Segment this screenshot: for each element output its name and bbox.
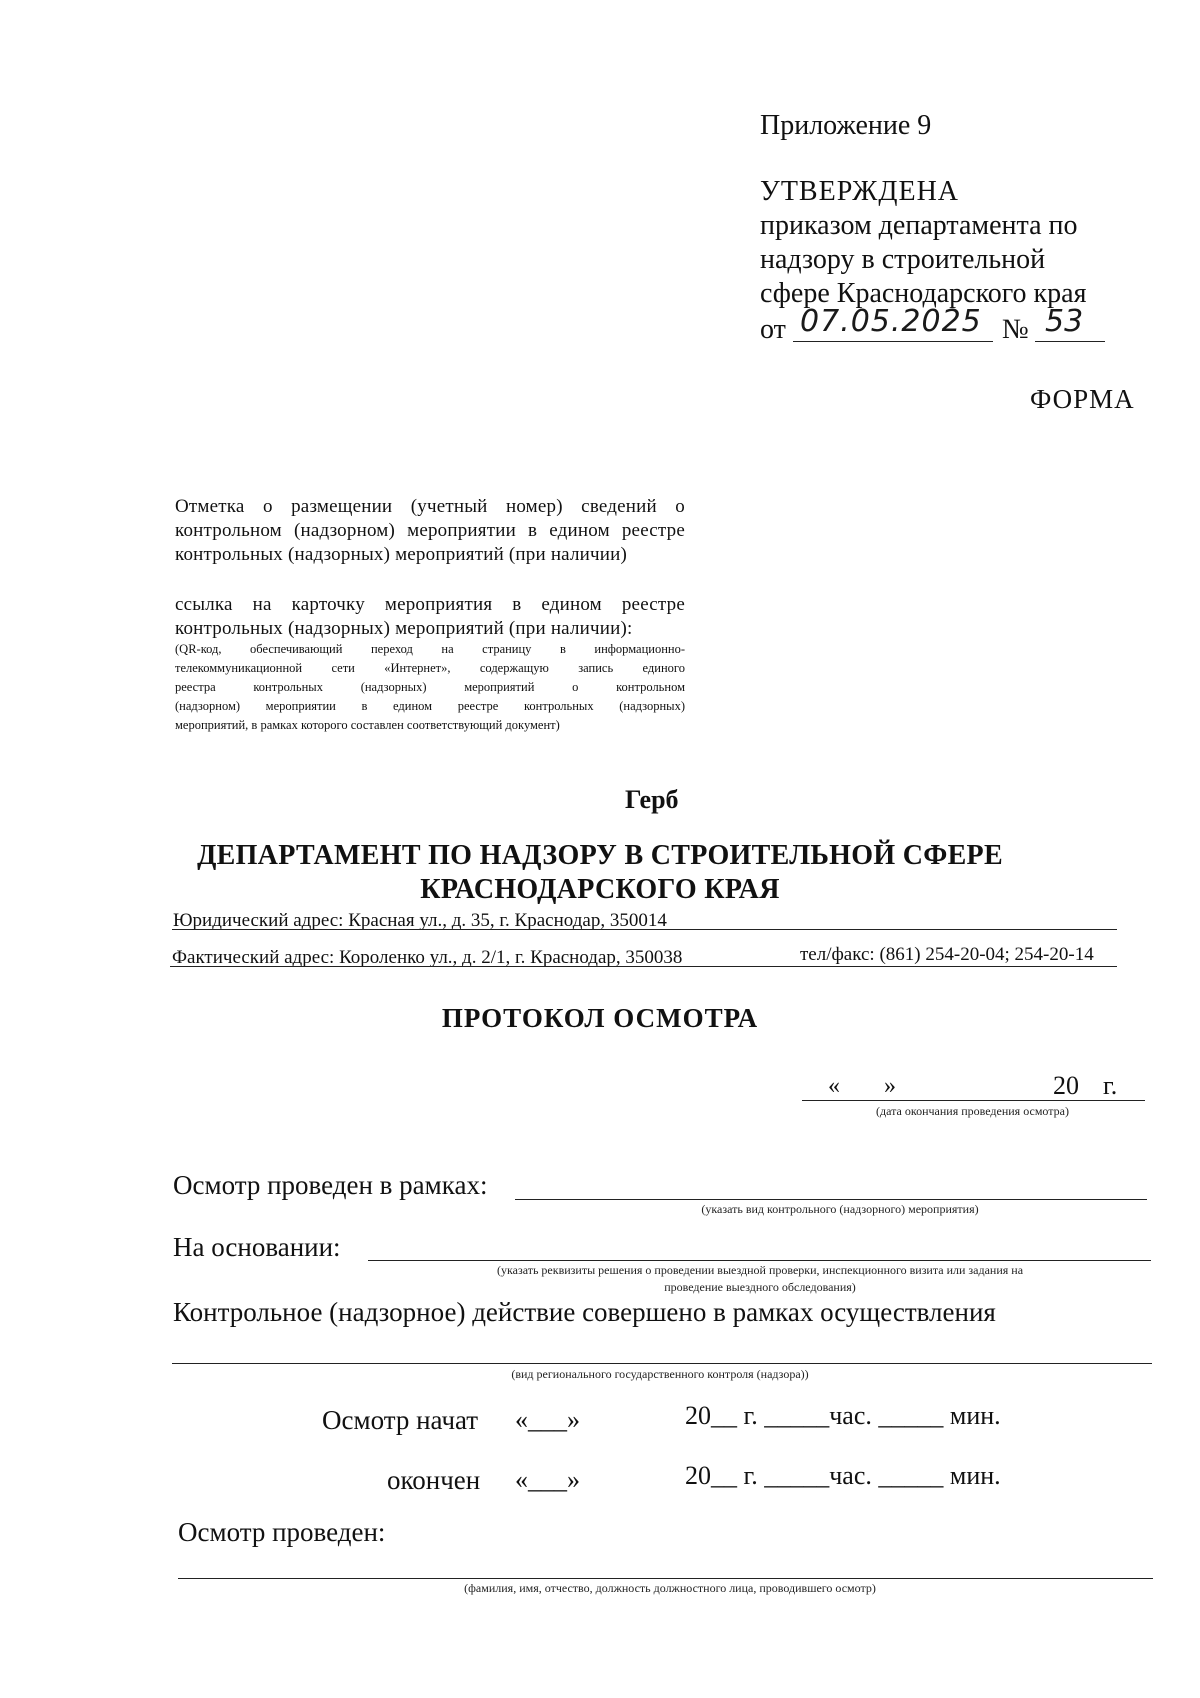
date-field-caption: (дата окончания проведения осмотра)	[876, 1104, 1069, 1118]
order-number-handwritten: 53	[1045, 304, 1084, 339]
conducted-by-label: Осмотр проведен:	[178, 1517, 386, 1547]
date-open-quote: «	[828, 1073, 840, 1099]
inspection-context-label: Осмотр проведен в рамках:	[173, 1170, 488, 1200]
registry-note-line-3: контрольных (надзорных) мероприятий (при наличии)	[175, 544, 628, 565]
approved-line-2: надзору в строительной	[760, 244, 1046, 275]
protocol-title: ПРОТОКОЛ ОСМОТРА	[441, 1003, 759, 1033]
end-label: окончен	[387, 1465, 481, 1495]
date-year-suffix: г.	[1103, 1071, 1118, 1100]
qr-note-small-5: мероприятий, в рамках которого составлен соответствующий документ)	[175, 718, 560, 732]
basis-caption-line-2: проведение выездного обследования)	[664, 1280, 856, 1294]
control-action-field[interactable]	[172, 1363, 1152, 1364]
order-date-underline	[793, 341, 993, 342]
legal-address-rule	[172, 929, 1117, 930]
order-date-handwritten: 07.05.2025	[800, 304, 982, 339]
qr-note-small-3: реестра контрольных (надзорных) мероприятий о контрольном	[175, 680, 685, 694]
qr-note-line-1: ссылка на карточку мероприятия в едином реестре	[175, 594, 685, 615]
date-field-underline	[802, 1100, 1145, 1101]
conducted-by-caption: (фамилия, имя, отчество, должность должностного лица, проводившего осмотр)	[464, 1581, 876, 1595]
conducted-by-field[interactable]	[178, 1578, 1153, 1579]
approved-word: УТВЕРЖДЕНА	[760, 176, 960, 207]
end-date-field[interactable]: «___»	[515, 1465, 580, 1494]
start-time-field[interactable]: 20__ г. _____час. _____ мин.	[685, 1401, 1001, 1430]
order-date-prefix: от	[760, 314, 786, 345]
control-action-caption: (вид регионального государственного контроля (надзора))	[511, 1367, 809, 1381]
department-name-line-2: КРАСНОДАРСКОГО КРАЯ	[420, 874, 780, 905]
start-label: Осмотр начат	[322, 1405, 479, 1435]
legal-address: Юридический адрес: Красная ул., д. 35, г. Краснодар, 350014	[173, 910, 667, 931]
order-number-prefix: №	[1002, 314, 1029, 345]
start-date-field[interactable]: «___»	[515, 1405, 580, 1434]
basis-caption-line-1: (указать реквизиты решения о проведении выездной проверки, инспекционного визита или задания на	[496, 1263, 1024, 1277]
registry-note-line-2: контрольном (надзорном) мероприятии в едином реестре	[175, 520, 685, 541]
phone-fax: тел/факс: (861) 254-20-04; 254-20-14	[800, 944, 1094, 965]
qr-note-line-2: контрольных (надзорных) мероприятий (при наличии):	[175, 618, 633, 639]
basis-field[interactable]	[368, 1260, 1151, 1261]
qr-note-small-1: (QR-код, обеспечивающий переход на страницу в информационно-	[175, 642, 685, 656]
inspection-context-field[interactable]	[515, 1199, 1147, 1200]
control-action-label: Контрольное (надзорное) действие совершено в рамках осуществления	[173, 1297, 996, 1327]
qr-note-small-2: телекоммуникационной сети «Интернет», содержащую запись единого	[175, 661, 685, 675]
appendix-label: Приложение 9	[760, 110, 932, 141]
approved-line-1: приказом департамента по	[760, 210, 1078, 241]
emblem-label: Герб	[625, 785, 679, 814]
approved-line-3: сфере Краснодарского края	[760, 278, 1087, 309]
date-year-prefix: 20	[1053, 1071, 1079, 1100]
department-name-line-1: ДЕПАРТАМЕНТ ПО НАДЗОРУ В СТРОИТЕЛЬНОЙ СФЕРЕ	[197, 840, 1003, 871]
end-time-field[interactable]: 20__ г. _____час. _____ мин.	[685, 1461, 1001, 1490]
order-number-underline	[1035, 341, 1105, 342]
form-label: ФОРМА	[1030, 384, 1135, 414]
qr-note-small-4: (надзорном) мероприятии в едином реестре контрольных (надзорных)	[175, 699, 685, 713]
date-close-quote: »	[884, 1073, 896, 1099]
actual-address: Фактический адрес: Короленко ул., д. 2/1, г. Краснодар, 350038	[172, 947, 683, 968]
basis-label: На основании:	[173, 1232, 341, 1262]
registry-note-line-1: Отметка о размещении (учетный номер) сведений о	[175, 496, 685, 517]
actual-address-rule	[170, 966, 1117, 967]
inspection-context-caption: (указать вид контрольного (надзорного) мероприятия)	[701, 1202, 979, 1216]
